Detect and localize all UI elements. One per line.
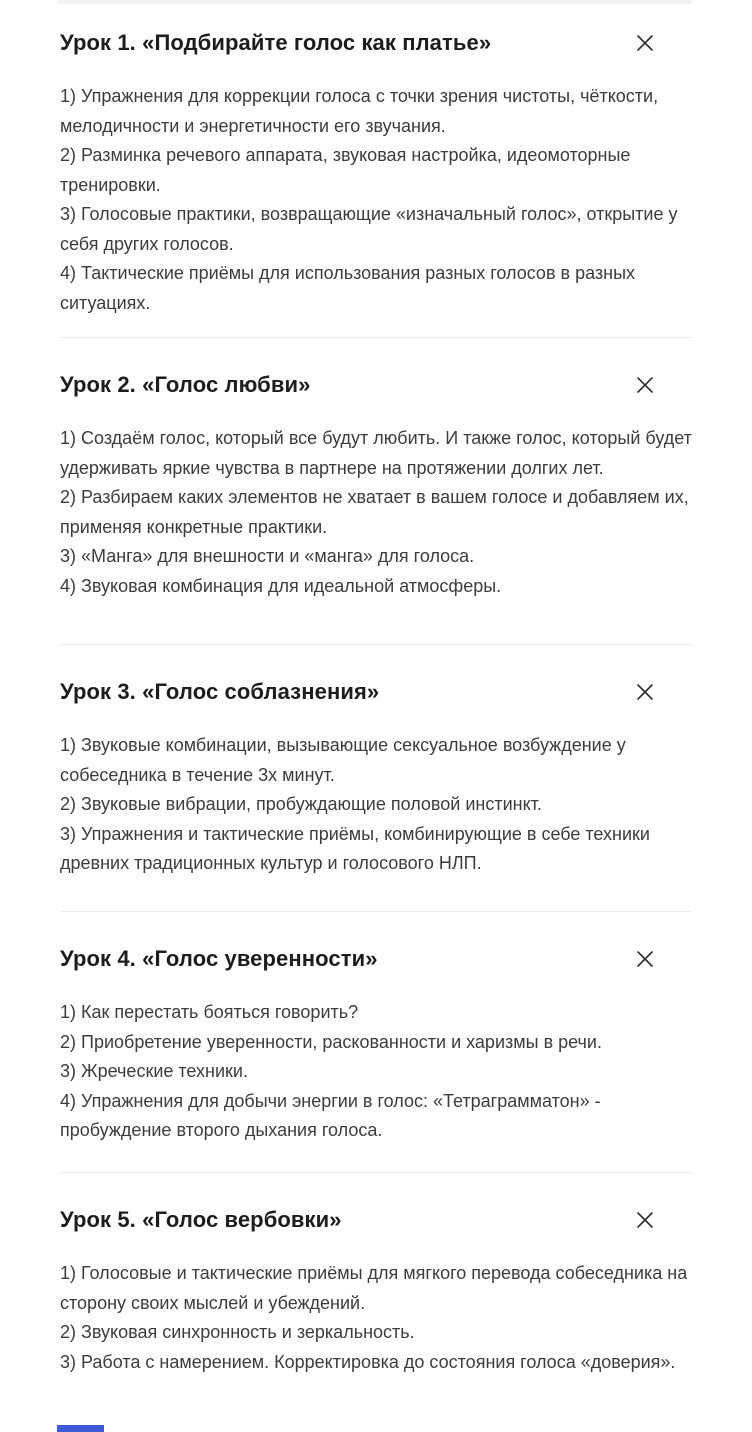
lesson-description [60, 998, 692, 1146]
lesson-item: 3) Упражнения и тактические приёмы, комбинирующие в себе техники древних традиционных культур и голосового НЛП. [60, 823, 650, 873]
lesson-header [60, 1206, 692, 1233]
lesson-item: 1) Создаём голос, который все будут любить. И также голос, который будет удерживать яркие чувства в партнере на протяжении долгих лет. [60, 428, 692, 478]
close-icon [633, 1208, 657, 1232]
lesson-item: 3) Жреческие техники. [60, 1061, 248, 1081]
lesson-header [60, 29, 692, 56]
lesson-title: Урок 1. «Подбирайте голос как платье» [60, 30, 492, 55]
lesson-item: 4) Тактические приёмы для использования разных голосов в разных ситуациях. [60, 263, 636, 313]
lesson-title: Урок 3. «Голос соблазнения» [60, 679, 380, 704]
lesson-item: 1) Голосовые и тактические приёмы для мягкого перевода собеседника на сторону своих мыслей и убеждений. [60, 1263, 688, 1313]
top-divider-fragment [58, 0, 692, 4]
close-icon [633, 947, 657, 971]
lesson-item: 3) Голосовые практики, возвращающие «изначальный голос», открытие у себя других голосов. [60, 204, 678, 254]
close-button[interactable] [632, 679, 658, 705]
lesson-description [60, 1259, 692, 1377]
lesson-card-1 [60, 4, 692, 338]
lesson-item: 1) Как перестать бояться говорить? [60, 1002, 359, 1022]
lesson-header [60, 678, 692, 705]
lesson-item: 3) Работа с намерением. Корректировка до состояния голоса «доверия». [60, 1351, 676, 1372]
lesson-description [60, 424, 692, 601]
lesson-item: 4) Упражнения для добычи энергии в голос: «Тетраграмматон» - пробуждение второго дыхания голоса. [60, 1090, 601, 1140]
close-button[interactable] [632, 1207, 658, 1233]
lesson-description [60, 731, 692, 879]
lesson-title: Урок 4. «Голос уверенности» [60, 946, 378, 971]
lesson-title: Урок 5. «Голос вербовки» [60, 1207, 342, 1232]
lesson-title: Урок 2. «Голос любви» [60, 372, 311, 397]
lesson-item: 1) Упражнения для коррекции голоса с точки зрения чистоты, чёткости, мелодичности и энергетичности его звучания. [60, 86, 659, 136]
partially-visible-blue-element[interactable] [57, 1425, 104, 1432]
lesson-item: 2) Звуковая синхронность и зеркальность. [60, 1322, 415, 1342]
lesson-description [60, 82, 692, 318]
lesson-item: 2) Звуковые вибрации, пробуждающие половой инстинкт. [60, 794, 542, 814]
lesson-item: 1) Звуковые комбинации, вызывающие сексуальное возбуждение у собеседника в течение 3х минут. [60, 735, 626, 785]
lesson-card-3 [60, 645, 692, 912]
lesson-card-2 [60, 338, 692, 645]
lesson-header [60, 945, 692, 972]
close-icon [633, 31, 657, 55]
close-button[interactable] [632, 30, 658, 56]
close-icon [633, 680, 657, 704]
lesson-card-4 [60, 912, 692, 1173]
lesson-item: 2) Приобретение уверенности, раскованности и харизмы в речи. [60, 1031, 602, 1052]
close-icon [633, 373, 657, 397]
lesson-header [60, 371, 692, 398]
lesson-item: 2) Разминка речевого аппарата, звуковая настройка, идеомоторные тренировки. [60, 145, 631, 195]
lesson-card-5 [60, 1173, 692, 1428]
close-button[interactable] [632, 372, 658, 398]
lesson-item: 4) Звуковая комбинация для идеальной атмосферы. [60, 575, 502, 596]
lesson-item: 2) Разбираем каких элементов не хватает в вашем голосе и добавляем их, применяя конкретные практики. [60, 487, 689, 537]
lesson-item: 3) «Манга» для внешности и «манга» для голоса. [60, 546, 475, 566]
close-button[interactable] [632, 946, 658, 972]
